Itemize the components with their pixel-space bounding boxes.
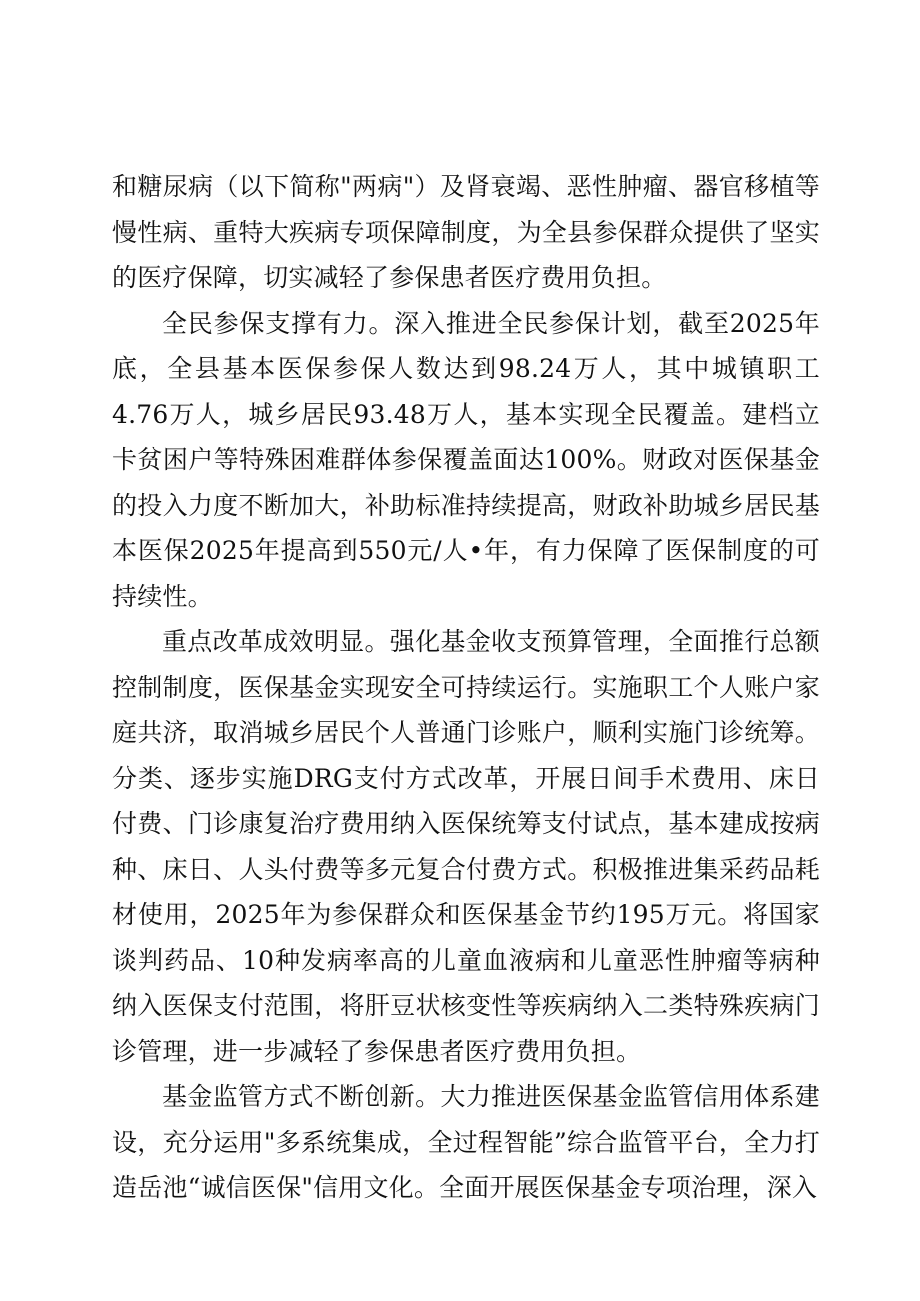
- paragraph-universal-enrollment: 全民参保支撑有力。深入推进全民参保计划，截至2025年底，全县基本医保参保人数达到98.24万人，其中城镇职工4.76万人，城乡居民93.48万人，基本实现全民覆盖。建档立卡贫困户等特殊困难群体参保覆盖面达100%。财政对医保基金的投入力度不断加大，补助标准持续提高，财政补助城乡居民基本医保2025年提高到550元/人•年，有力保障了医保制度的可持续性。: [112, 308, 820, 611]
- paragraph-fund-supervision: 基金监管方式不断创新。大力推进医保基金监管信用体系建设，充分运用"多系统集成，全过程智能”综合监管平台，全力打造岳池“诚信医保"信用文化。全面开展医保基金专项治理，深入: [112, 1082, 820, 1202]
- paragraph-key-reforms: 重点改革成效明显。强化基金收支预算管理，全面推行总额控制制度，医保基金实现安全可持续运行。实施职工个人账户家庭共济，取消城乡居民个人普通门诊账户，顺利实施门诊统筹。分类、逐步实施DRG支付方式改革，开展日间手术费用、床日付费、门诊康复治疗费用纳入医保统筹支付试点，基本建成按病种、床日、人头付费等多元复合付费方式。积极推进集采药品耗材使用，2025年为参保群众和医保基金节约195万元。将国家谈判药品、10种发病率高的儿童血液病和儿童恶性肿瘤等病种纳入医保支付范围，将肝豆状核变性等疾病纳入二类特殊疾病门诊管理，进一步减轻了参保患者医疗费用负担。: [112, 627, 820, 1066]
- document-body: [112, 164, 820, 1211]
- paragraph-continuation: 和糖尿病（以下简称"两病"）及肾衰竭、恶性肿瘤、器官移植等慢性病、重特大疾病专项保障制度，为全县参保群众提供了坚实的医疗保障，切实减轻了参保患者医疗费用负担。: [112, 172, 820, 292]
